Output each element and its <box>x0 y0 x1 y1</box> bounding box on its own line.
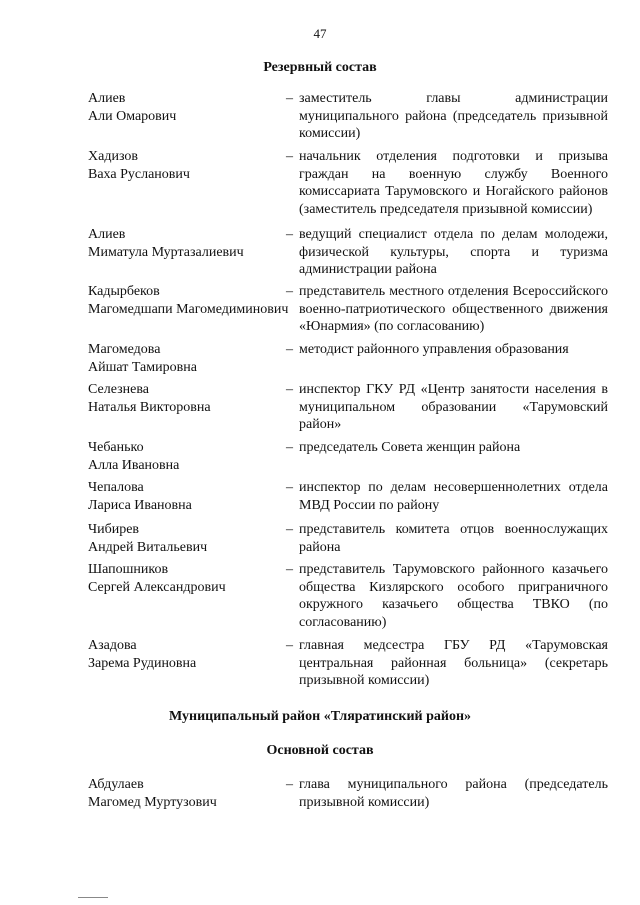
member-role: заместитель главы администрации муниципального района (председатель призывной комиссии) <box>299 91 608 142</box>
dash: – <box>286 440 293 455</box>
member-name <box>88 776 278 811</box>
member-name <box>88 637 278 672</box>
member-given-names: Лариса Ивановна <box>88 497 192 513</box>
member-name <box>88 381 278 416</box>
dash: – <box>286 638 293 653</box>
member-given-names: Магомедшапи Магомедиминович <box>88 301 289 317</box>
member-surname: Алиев <box>88 227 126 242</box>
member-role: представитель Тарумовского районного казачьего общества Кизлярского особого приграничного окружного казачьего общества ТВКО (по согласованию) <box>299 562 608 630</box>
member-role: глава муниципального района (председатель призывной комиссии) <box>299 777 608 810</box>
member-surname: Алиев <box>88 91 126 106</box>
dash: – <box>286 342 293 357</box>
member-surname: Абдулаев <box>88 777 144 792</box>
dash: – <box>286 562 293 577</box>
member-role: инспектор ГКУ РД «Центр занятости населения в муниципальном образовании «Тарумовский район» <box>299 382 608 433</box>
member-name <box>88 479 278 514</box>
member-given-names: Магомед Муртузович <box>88 794 217 810</box>
member-given-names: Айшат Тамировна <box>88 359 197 375</box>
member-given-names: Али Омарович <box>88 108 177 124</box>
member-surname: Азадова <box>88 638 137 653</box>
member-role: председатель Совета женщин района <box>299 440 521 455</box>
dash: – <box>286 522 293 537</box>
member-name <box>88 226 278 261</box>
member-name <box>88 283 289 318</box>
dash: – <box>286 382 293 397</box>
member-given-names: Сергей Александрович <box>88 579 226 595</box>
member-surname: Магомедова <box>88 342 161 357</box>
section-title-municipal-district: Муниципальный район «Тляратинский район» <box>168 709 472 724</box>
member-surname: Селезнева <box>88 382 149 397</box>
member-name <box>88 561 278 596</box>
member-given-names: Алла Ивановна <box>88 457 180 473</box>
member-role: главная медсестра ГБУ РД «Тарумовская центральная районная больница» (секретарь призывной комиссии) <box>299 638 608 689</box>
section-title-reserve: Резервный состав <box>263 60 377 75</box>
member-surname: Чепалова <box>88 480 144 495</box>
member-given-names: Ваха Русланович <box>88 166 190 182</box>
member-given-names: Зарема Рудиновна <box>88 655 197 671</box>
member-name <box>88 521 278 556</box>
member-role: ведущий специалист отдела по делам молодежи, физической культуры, спорта и туризма администрации района <box>299 227 608 278</box>
dash: – <box>286 284 293 299</box>
member-role: представитель комитета отцов военнослужащих района <box>299 522 608 555</box>
dash: – <box>286 480 293 495</box>
member-role: начальник отделения подготовки и призыва граждан на военную службу Военного комиссариата Тарумовского и Ногайского районов (заместитель председателя призывной комиссии) <box>299 149 608 217</box>
member-name <box>88 439 278 474</box>
member-given-names: Миматула Муртазалиевич <box>88 244 244 260</box>
member-surname: Чебанько <box>88 440 144 455</box>
member-role: инспектор по делам несовершеннолетних отдела МВД России по району <box>299 480 608 513</box>
dash: – <box>286 227 293 242</box>
member-name <box>88 90 278 125</box>
member-surname: Чибирев <box>88 522 140 537</box>
member-role: методист районного управления образования <box>299 342 569 357</box>
member-given-names: Андрей Витальевич <box>88 539 208 555</box>
dash: – <box>286 149 293 164</box>
member-name <box>88 341 278 376</box>
member-role: представитель местного отделения Всероссийского военно-патриотического общественного движения «Юнармия» (по согласованию) <box>299 284 608 335</box>
page-number: 47 <box>313 26 327 41</box>
member-surname: Хадизов <box>88 149 138 164</box>
member-surname: Шапошников <box>88 562 169 577</box>
dash: – <box>286 777 293 792</box>
member-surname: Кадырбеков <box>88 284 160 299</box>
member-given-names: Наталья Викторовна <box>88 399 211 415</box>
section-title-main: Основной состав <box>266 743 374 758</box>
dash: – <box>286 91 293 106</box>
page-bottom-rule <box>78 897 108 898</box>
member-name <box>88 148 278 183</box>
